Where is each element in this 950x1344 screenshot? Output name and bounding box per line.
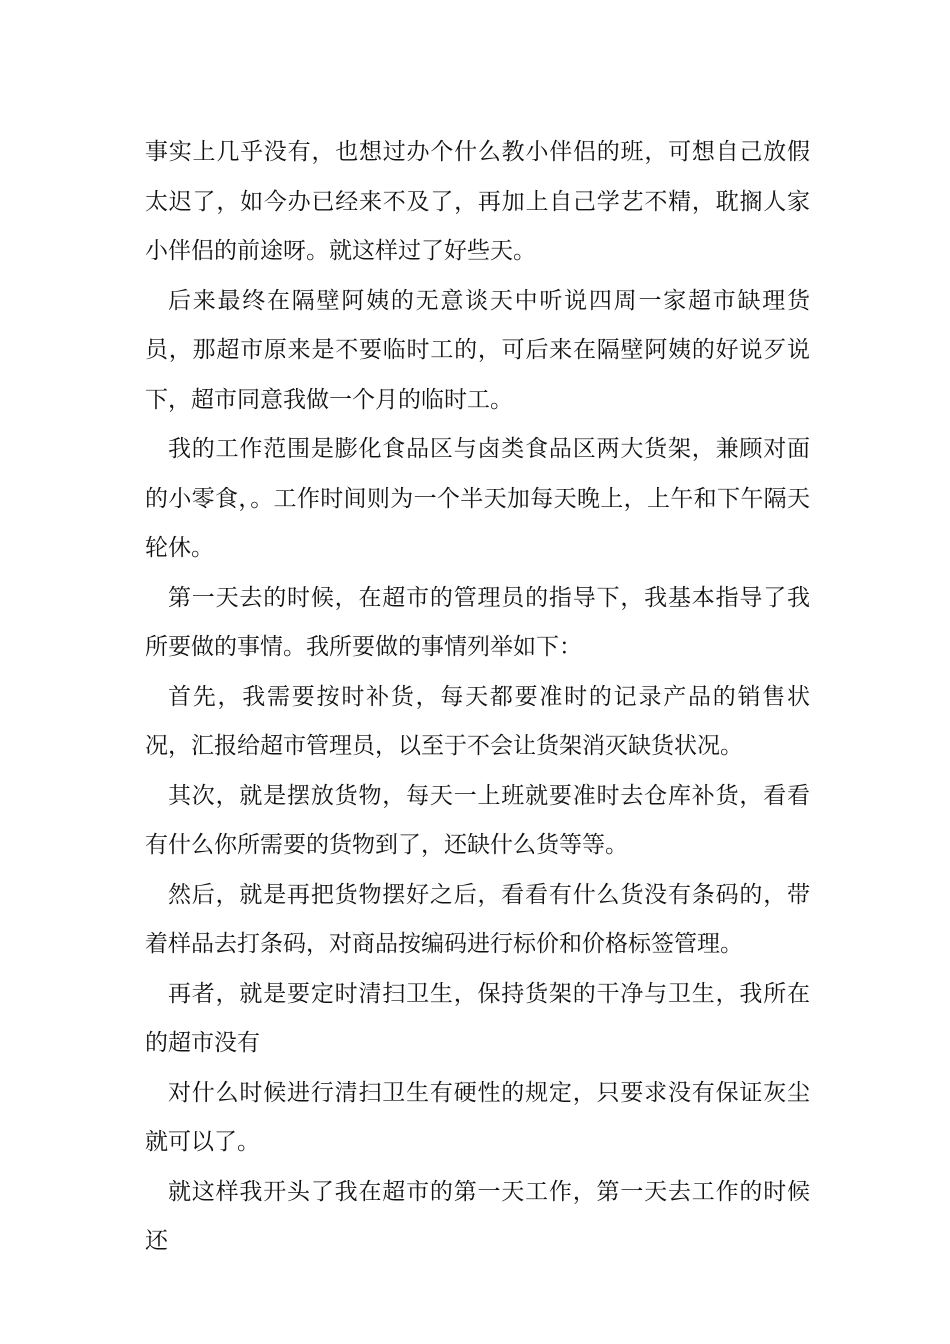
paragraph-2: 后来最终在隔壁阿姨的无意谈天中听说四周一家超市缺理货员，那超市原来是不要临时工的，可后来在隔壁阿姨的好说歹说下，超市同意我做一个月的临时工。: [145, 287, 810, 413]
paragraph-8: 再者，就是要定时清扫卫生，保持货架的干净与卫生，我所在的超市没有: [145, 980, 810, 1056]
paragraph-6: 其次，就是摆放货物，每天一上班就要准时去仓库补货，看看有什么你所需要的货物到了，还缺什么货等等。: [145, 782, 810, 858]
paragraph-4: 第一天去的时候，在超市的管理员的指导下，我基本指导了我所要做的事情。我所要做的事情列举如下：: [145, 584, 810, 660]
paragraph-9: 对什么时候进行清扫卫生有硬性的规定，只要求没有保证灰尘就可以了。: [145, 1079, 810, 1155]
paragraph-1: 事实上几乎没有，也想过办个什么教小伴侣的班，可想自己放假太迟了，如今办已经来不及了，再加上自己学艺不精，耽搁人家小伴侣的前途呀。就这样过了好些天。: [145, 139, 810, 264]
paragraph-7: 然后，就是再把货物摆好之后，看看有什么货没有条码的，带着样品去打条码，对商品按编码进行标价和价格标签管理。: [145, 881, 810, 957]
document-page: [145, 128, 810, 1267]
paragraph-3: 我的工作范围是膨化食品区与卤类食品区两大货架，兼顾对面的小零食，。工作时间则为一个半天加每天晚上，上午和下午隔天轮休。: [145, 436, 810, 561]
paragraph-5: 首先，我需要按时补货，每天都要准时的记录产品的销售状况，汇报给超市管理员，以至于不会让货架消灭缺货状况。: [145, 683, 810, 759]
paragraph-10: 就这样我开头了我在超市的第一天工作，第一天去工作的时候还: [145, 1178, 810, 1254]
